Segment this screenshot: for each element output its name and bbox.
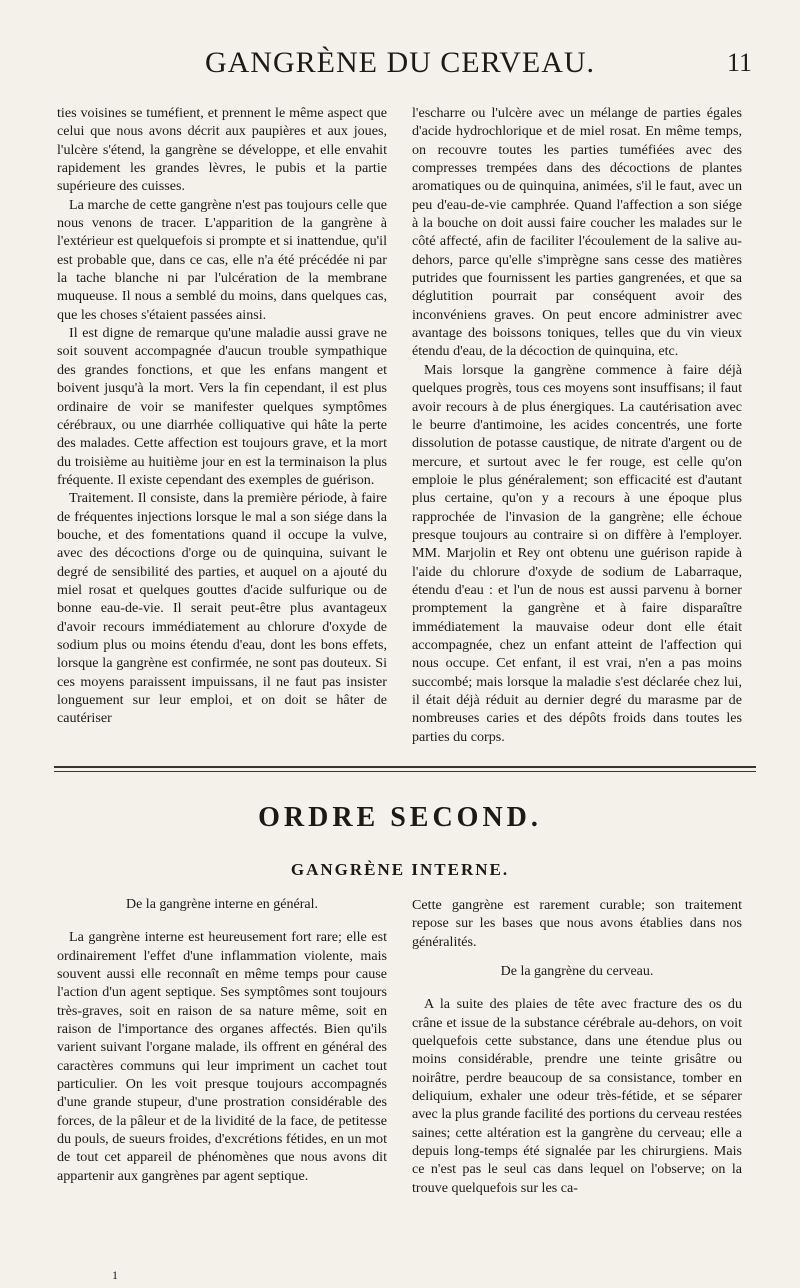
- running-head-title: GANGRÈNE DU CERVEAU.: [204, 46, 596, 79]
- paragraph: Mais lorsque la gangrène commence à faire déjà quelques progrès, tous ces moyens sont insuffisans; il faut avoir recours à de plus énergiques. La cautérisation avec le beurre d'antimoine, les acides concentrés, une forte dissolution de potasse caustique, de nitrate d'argent ou de mercure, et surtout avec le fer rouge, est celle qu'on emploie le plus généralement; son efficacité est d'autant plus certaine, qu'on y a recours à une époque plus rapprochée de l'invasion de la gangrène; elle échoue presque toujours au contraire si on diffère à l'employer. MM. Marjolin et Rey ont obtenu une guérison rapide à l'aide du chlorure d'oxyde de sodium de Labarraque, étendu d'eau : et l'un de nous est aussi parvenu à borner promptement la gangrène et à faire disparaître immédiatement la mauvaise odeur dont elle était accompagnée, chez un enfant atteint de l'affection qui nous occupe. Cet enfant, il est vrai, n'en a pas moins succombé; mais lorsque la maladie s'est déclarée chez lui, il était déjà réduit au dernier degré du marasme par de nombreuses caries et des dépôts froids dans toutes les parties du corps.: [412, 361, 742, 745]
- top-left-column: [57, 104, 387, 728]
- bottom-left-column: [57, 896, 387, 1185]
- subsection-heading: De la gangrène du cerveau.: [500, 964, 654, 980]
- paragraph: Cette gangrène est rarement curable; son traitement repose sur les bases que nous avons établies dans nos généralités.: [412, 897, 742, 950]
- paragraph: A la suite des plaies de tête avec fracture des os du crâne et issue de la substance cérébrale au-dehors, on voit quelquefois cette substance, dans une étendue plus ou moins considérable, prendre une teinte grisâtre ou noirâtre, perdre beaucoup de sa consistance, tomber en deliquium, exhaler une odeur très-fétide, et se séparer avec la plus grande facilité des portions du cerveau restées saines; cette altération est la gangrène du cerveau; elle a depuis long-temps été signalée par les chirurgiens. Mais ce n'est pas le seul cas dans lequel on l'observe; on la trouve quelquefois sur les ca-: [412, 996, 742, 1196]
- section-title: GANGRÈNE INTERNE.: [290, 860, 510, 879]
- paragraph: Traitement. Il consiste, dans la première période, à faire de fréquentes injections lorsque le mal a son siége dans la bouche, et des fomentations quand il occupe la vulve, avec des décoctions d'orge ou de quinquina, suivant le degré de sensibilité des parties, et auquel on a ajouté du miel rosat et quelques gouttes d'acide sulfurique ou de bonne eau-de-vie. Il serait peut-être plus avantageux d'avoir recours immédiatement au chlorure d'oxyde de sodium plus ou moins étendu d'eau, dont les bons effets, lorsque la gangrène est confirmée, ne sont pas douteux. Si ces moyens paraissent impuissans, il ne faut pas insister longuement sur leur emploi, et on doit se hâter de cautériser: [57, 490, 387, 727]
- signature-mark: 1: [112, 1268, 118, 1282]
- top-right-column: [412, 104, 742, 746]
- subsection-heading: De la gangrène interne en général.: [125, 897, 318, 912]
- section-divider-thin: [54, 771, 756, 772]
- bottom-right-column: [412, 896, 742, 1197]
- paragraph: l'escharre ou l'ulcère avec un mélange de parties égales d'acide hydrochlorique et de miel rosat. En même temps, on recouvre toutes les parties tuméfiées avec des compresses trempées dans des décoctions de plantes aromatiques ou de quinquina, animées, s'il le faut, avec un peu d'eau-de-vie camphrée. Quand l'affection a son siége à la bouche on doit aussi faire coucher les malades sur le côté affecté, afin de faciliter l'écoulement de la salive au-dehors, parce qu'elle s'imprègne sans cesse des matières putrides que fournissent les parties gangrenées, et que sa déglutition pourrait par conséquent avoir des inconvéniens graves. On peut encore administrer avec avantage des boissons toniques, telles que du vin vieux étendu d'eau, de la décoction de quinquina, etc.: [412, 105, 742, 360]
- paragraph: Il est digne de remarque qu'une maladie aussi grave ne soit souvent accompagnée d'aucun trouble sympathique des grandes fonctions, et que les enfans mangent et boivent jusqu'à la mort. Vers la fin cependant, il est plus ordinaire de voir se manifester quelques symptômes cérébraux, ou une diarrhée colliquative qui hâte la perte des malades. Cette affection est toujours grave, et la mort du troisième au huitième jour en est la terminaison la plus fréquente. Il existe cependant des exemples de guérison.: [57, 325, 387, 488]
- section-divider: [54, 766, 756, 768]
- paragraph: La gangrène interne est heureusement fort rare; elle est ordinairement l'effet d'une inflammation violente, mais souvent aussi elle reconnaît en même temps pour cause l'action d'un agent septique. Ses symptômes sont toujours très-graves, soit en raison de sa nature même, soit en raison de l'importance des organes affectés. Bien qu'ils varient suivant l'organe malade, ils offrent en général des caractères communs qui leur impriment un cachet tout particulier. On les voit presque toujours accompagnés d'une grande stupeur, d'une prostration considérable des forces, de la pâleur et de la lividité de la face, de petitesse du pouls, de sueurs froides, d'excrétions fétides, en un mot de tout cet appareil de phénomènes que nous avons dit appartenir aux gangrènes par agent septique.: [57, 929, 387, 1184]
- page-number: 11: [726, 48, 752, 77]
- paragraph: ties voisines se tuméfient, et prennent le même aspect que celui que nous avons décrit aux paupières et aux joues, l'ulcère s'étend, la gangrène se développe, et elle envahit rapidement les grandes lèvres, le pubis et la partie supérieure des cuisses.: [57, 105, 387, 195]
- paragraph: La marche de cette gangrène n'est pas toujours celle que nous venons de tracer. L'apparition de la gangrène à l'extérieur est quelquefois si prompte et si inattendue, qu'il est probable que, dans ce cas, elle n'a été précédée ni par la tache blanche ni par l'ulcération de la membrane muqueuse. Il nous a semblé du moins, dans quelques cas, que les choses s'étaient passées ainsi.: [57, 196, 387, 323]
- order-title: ORDRE SECOND.: [258, 802, 542, 833]
